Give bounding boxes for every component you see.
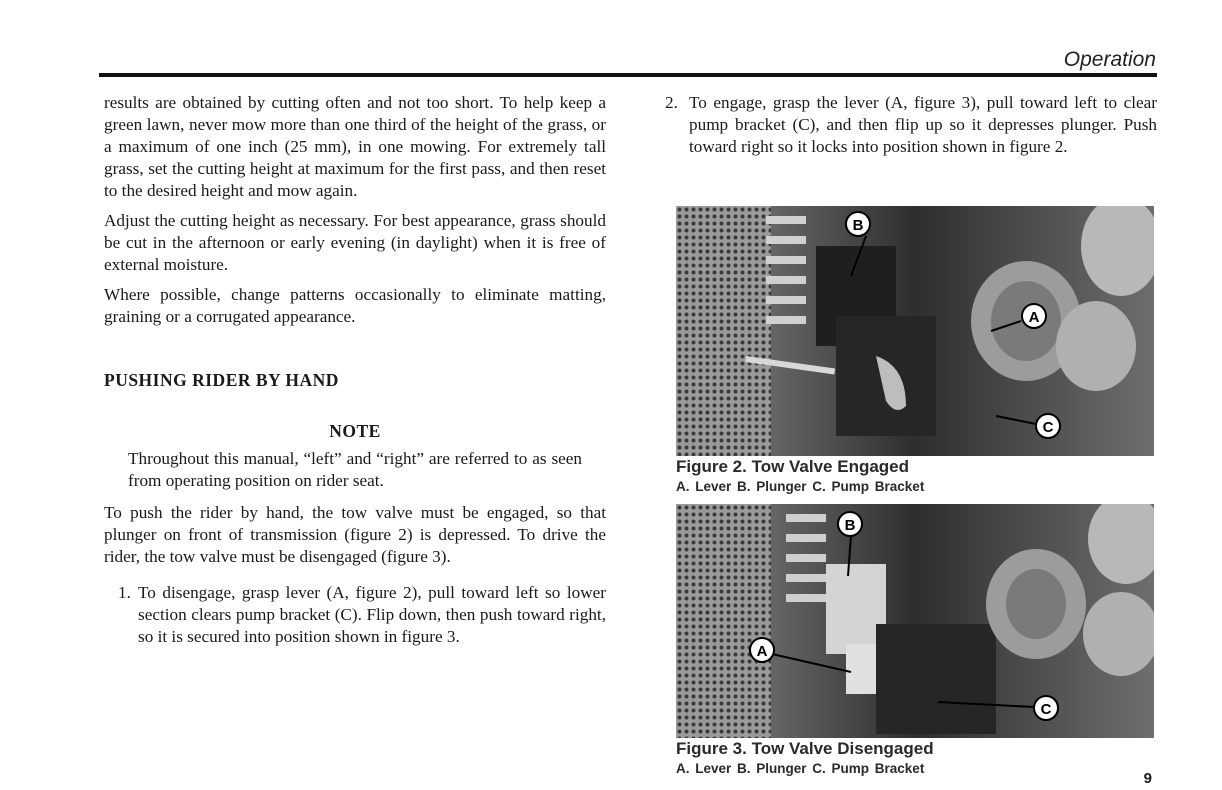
callout-b-label: B — [852, 217, 864, 234]
figure-caption: Figure 2. Tow Valve Engaged — [676, 457, 910, 476]
section-title: Operation — [1063, 48, 1156, 71]
step-number: 2. — [665, 93, 678, 112]
figure-2 — [676, 206, 1154, 495]
step-number: 1. — [118, 583, 131, 602]
callout-c-label: C — [1042, 419, 1054, 436]
step-2 — [665, 92, 1157, 158]
note-title: NOTE — [329, 421, 381, 441]
callout-a-label: A — [1028, 309, 1040, 326]
paragraph-mowing: results are obtained by cutting often and not too short. To help keep a green lawn, never mow more than one third of the height of the grass, or a maximum of one inch (25 mm), in one mowing. For extremely tall grass, set the cutting height at maximum for the first pass, and then reset to the desired height and mow again. — [104, 93, 606, 200]
figure-3 — [676, 504, 1154, 777]
page-number: 9 — [1143, 770, 1152, 787]
paragraph-push-rider: To push the rider by hand, the tow valve must be engaged, so that plunger on front of transmission (figure 2) is depressed. To drive the rider, the tow valve must be disengaged (figure 3). — [104, 503, 606, 566]
step-1 — [104, 582, 606, 648]
callout-c-label: C — [1040, 701, 1052, 718]
callout-a-label: A — [756, 643, 768, 660]
tow-valve-disengaged-photo — [676, 504, 1154, 738]
right-column — [665, 92, 1157, 158]
note-body: Throughout this manual, “left” and “right” are referred to as seen from operating position on rider seat. — [128, 449, 582, 490]
tow-valve-engaged-photo — [676, 206, 1154, 456]
step-text: To engage, grasp the lever (A, figure 3), pull toward left to clear pump bracket (C), and then flip up so it depresses plunger. Push toward right so it locks into position shown in figure 2. — [689, 93, 1157, 156]
paragraph-cutting-height: Adjust the cutting height as necessary. For best appearance, grass should be cut in the afternoon or early evening (in daylight) when it is free of external moisture. — [104, 211, 606, 274]
callout-b-label: B — [844, 517, 856, 534]
header-rule — [99, 73, 1157, 77]
left-column — [104, 92, 606, 648]
figure-legend: A. Lever B. Plunger C. Pump Bracket — [676, 479, 925, 494]
paragraph-patterns: Where possible, change patterns occasionally to eliminate matting, graining or a corrugated appearance. — [104, 285, 606, 326]
section-heading: PUSHING RIDER BY HAND — [104, 370, 339, 390]
step-text: To disengage, grasp lever (A, figure 2), pull toward left so lower section clears pump bracket (C). Flip down, then push toward right, so it is secured into position shown in figure 3. — [138, 583, 606, 646]
figure-legend: A. Lever B. Plunger C. Pump Bracket — [676, 761, 925, 776]
figure-caption: Figure 3. Tow Valve Disengaged — [676, 739, 934, 758]
